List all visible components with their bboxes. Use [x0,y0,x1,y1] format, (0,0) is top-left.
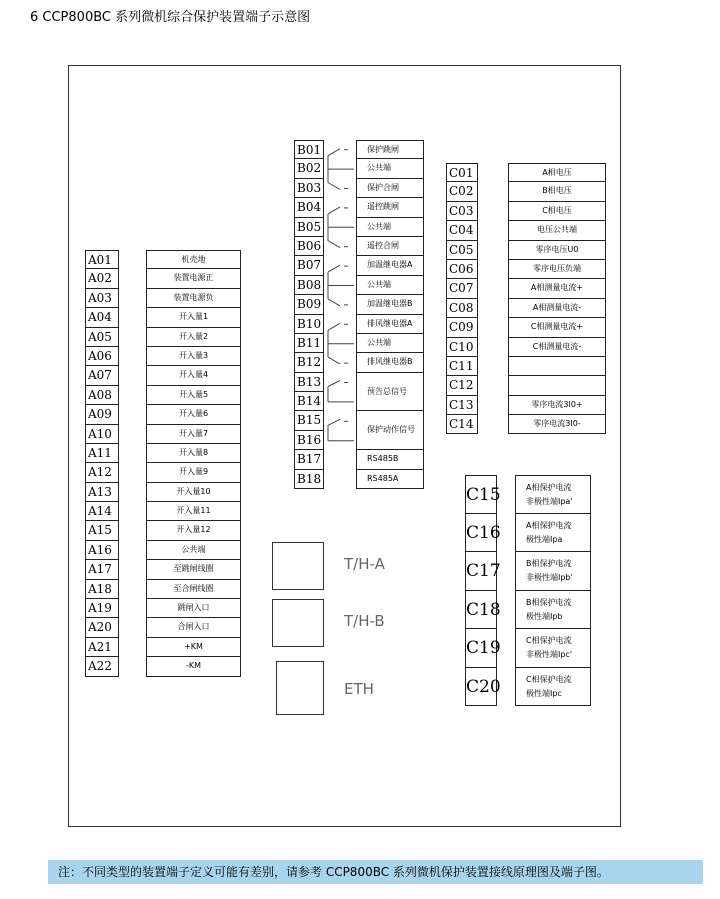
terminal-label: 开入量9 [146,463,241,482]
terminal-label: C相电压 [508,202,606,221]
terminal-label: A相测量电流+ [508,279,606,298]
contact-line [328,149,340,156]
terminal-code: C04 [446,221,478,240]
terminal-label: 装置电源正 [146,269,241,288]
th-a-port-label: T/H-A [344,555,385,573]
terminal-code: A18 [85,580,119,599]
terminal-code: C17 [465,552,497,591]
terminal-code: C13 [446,396,478,415]
contact-line [328,419,340,425]
terminal-label-line1: C相保护电流 [526,674,572,684]
terminal-code: C16 [465,514,497,553]
terminal-label: 排风继电器A [356,315,424,334]
terminal-label: B相电压 [508,182,606,201]
page-title: 6 CCP800BC 系列微机综合保护装置端子示意图 [30,10,311,25]
terminal-code: C05 [446,241,478,260]
terminal-code: A12 [85,463,119,482]
terminal-label: 开入量8 [146,444,241,463]
b-relay-contacts [326,140,356,490]
terminal-label-line2: 非极性端Ipc' [526,650,573,659]
terminal-code: C14 [446,415,478,434]
terminal-label-line2: 极性端Ipc [526,688,562,698]
terminal-code: B10 [294,315,324,334]
terminal-label: 公共端 [356,159,424,178]
terminal-label: 至合闸线圈 [146,580,241,599]
terminal-label: 加温继电器A [356,256,424,275]
terminal-label: 公共端 [356,276,424,295]
terminal-label: 跳闸入口 [146,599,241,618]
terminal-label [515,552,591,591]
terminal-code: A15 [85,521,119,540]
contact-line [328,207,340,214]
terminal-code: C06 [446,260,478,279]
terminal-code: A03 [85,289,119,308]
terminal-label [515,591,591,630]
terminal-label: 装置电源负 [146,289,241,308]
terminal-label [515,475,591,514]
terminal-label: 合闸入口 [146,618,241,637]
c-terminal-labels [508,163,606,434]
terminal-code: A19 [85,599,119,618]
terminal-label: +KM [146,638,241,657]
terminal-label: 开入量7 [146,425,241,444]
terminal-label: 公共端 [356,218,424,237]
footnote-banner: 注：不同类型的装置端子定义可能有差别，请参考 CCP800BC 系列微机保护装置接线原理图及端子图。 [48,860,703,884]
terminal-code: B09 [294,295,324,314]
eth-port-label: ETH [344,680,374,698]
terminal-code: A17 [85,560,119,579]
terminal-label-line1: A相保护电流 [526,520,572,530]
terminal-code: B15 [294,411,324,430]
terminal-label-line2: 极性端Ipb [526,611,563,621]
c-protection-codes [465,475,501,706]
terminal-label: 机壳地 [146,250,241,269]
terminal-code: B12 [294,353,324,372]
terminal-label: 零序电流3I0+ [508,396,606,415]
terminal-label: 开入量3 [146,347,241,366]
terminal-code: C11 [446,357,478,376]
terminal-code: A11 [85,444,119,463]
contact-line [328,183,340,190]
terminal-label: 保护跳闸 [356,140,424,159]
terminal-label: 电压公共端 [508,221,606,240]
terminal-label: 遥控合闸 [356,237,424,256]
terminal-code: B13 [294,373,324,392]
terminal-code: B02 [294,159,324,178]
terminal-label: A相测量电流- [508,299,606,318]
terminal-label [515,514,591,553]
terminal-label: 排风继电器B [356,353,424,372]
terminal-code: C08 [446,299,478,318]
contact-line [328,241,340,248]
terminal-code: A09 [85,405,119,424]
terminal-label-line2: 非极性端Ipb' [526,573,573,582]
terminal-label: 开入量12 [146,521,241,540]
terminal-code: B14 [294,392,324,411]
c-terminal-codes [446,163,478,434]
terminal-code: C01 [446,163,478,182]
terminal-code: A08 [85,386,119,405]
terminal-label: 零序电压负端 [508,260,606,279]
terminal-code: B07 [294,256,324,275]
terminal-label: 保护动作信号 [356,411,424,450]
terminal-label: 开入量11 [146,502,241,521]
terminal-code: A13 [85,483,119,502]
terminal-label-line2: 极性端Ipa [526,534,563,544]
b-terminal-labels [356,140,424,489]
terminal-label: C相测量电流- [508,338,606,357]
contact-line [328,265,340,272]
terminal-code: B06 [294,237,324,256]
terminal-label-line2: 非极性端Ipa' [526,497,573,506]
terminal-code: C12 [446,376,478,395]
terminal-label [508,376,606,395]
terminal-label: 加温继电器B [356,295,424,314]
terminal-label: -KM [146,657,241,676]
terminal-label [515,668,591,707]
terminal-label: A相电压 [508,163,606,182]
terminal-code: A07 [85,366,119,385]
contact-line [328,323,340,330]
terminal-label: 零序电压U0 [508,241,606,260]
terminal-label: 公共端 [356,334,424,353]
terminal-label: 开入量4 [146,366,241,385]
terminal-code: A06 [85,347,119,366]
terminal-code: A05 [85,328,119,347]
th-a-port [272,542,324,590]
terminal-code: C03 [446,202,478,221]
terminal-code: A04 [85,308,119,327]
terminal-code: A10 [85,425,119,444]
terminal-label: 公共端 [146,541,241,560]
terminal-label-line1: B相保护电流 [526,559,572,568]
terminal-code: C10 [446,338,478,357]
eth-port [276,661,324,715]
c-protection-labels [515,475,591,706]
terminal-code: B01 [294,140,324,159]
terminal-code: B17 [294,450,324,469]
terminal-code: C20 [465,668,497,707]
terminal-label-line1: C相保护电流 [526,636,572,645]
terminal-code: C02 [446,182,478,201]
a-terminal-labels [146,250,241,677]
terminal-code: A21 [85,638,119,657]
terminal-code: B03 [294,179,324,198]
b-terminal-codes [294,140,324,489]
terminal-code: C15 [465,475,497,514]
terminal-code: C07 [446,279,478,298]
terminal-label [515,629,591,668]
th-b-port [272,599,324,647]
terminal-label: 开入量10 [146,483,241,502]
terminal-code: A20 [85,618,119,637]
terminal-label: 至跳闸线圈 [146,560,241,579]
terminal-label-line1: B相保护电流 [526,597,572,607]
terminal-code: A16 [85,541,119,560]
terminal-code: A14 [85,502,119,521]
terminal-code: A02 [85,269,119,288]
terminal-label: 遥控跳闸 [356,198,424,217]
terminal-label [508,357,606,376]
terminal-label: C相测量电流+ [508,318,606,337]
terminal-code: B05 [294,218,324,237]
terminal-code: A22 [85,657,119,676]
terminal-label: 开入量1 [146,308,241,327]
terminal-label: 零序电流3I0- [508,415,606,434]
terminal-label: 预告总信号 [356,373,424,412]
terminal-label: RS485B [356,450,424,469]
terminal-label-line1: A相保护电流 [526,483,572,492]
terminal-label: 开入量5 [146,386,241,405]
a-terminal-codes [85,250,119,677]
terminal-code: B18 [294,470,324,489]
terminal-code: C09 [446,318,478,337]
terminal-code: A01 [85,250,119,269]
terminal-code: B08 [294,276,324,295]
terminal-code: C18 [465,591,497,630]
terminal-label: 保护合闸 [356,179,424,198]
terminal-label: RS485A [356,470,424,489]
terminal-code: B11 [294,334,324,353]
terminal-label: 开入量6 [146,405,241,424]
terminal-code: B16 [294,431,324,450]
terminal-code: C19 [465,629,497,668]
contact-line [328,299,340,306]
contact-line [328,357,340,364]
contact-line [328,381,340,387]
terminal-label: 开入量2 [146,328,241,347]
terminal-code: B04 [294,198,324,217]
th-b-port-label: T/H-B [344,612,385,630]
